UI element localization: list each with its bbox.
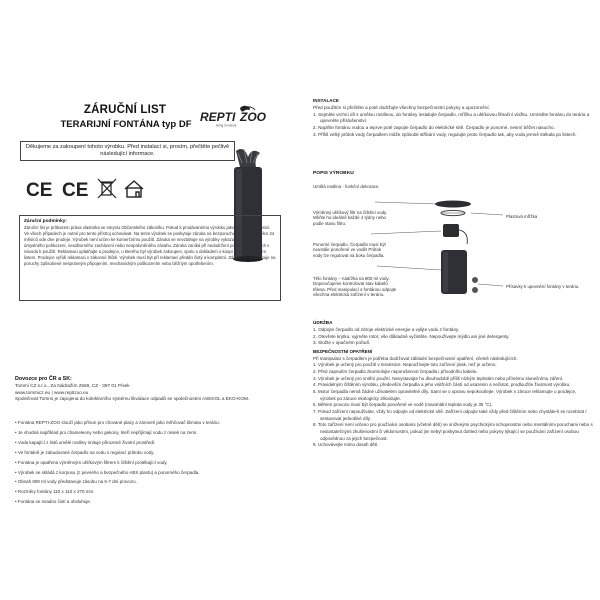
ce-mark-icon <box>26 180 52 200</box>
pump-icon <box>443 224 467 244</box>
list-item: 3. Složte v opačném pořadí. <box>313 340 371 346</box>
safety-heading: BEZPEČNOSTNÍ OPATŘENÍ <box>313 349 373 354</box>
label-filter: Výměnný uhlíkový filtr na čištění vody. Měňte ho ideálně každé 4 týdny nebo podle stavu filtru. <box>313 210 388 226</box>
logo-text-zoo: ZOO <box>240 110 266 124</box>
suction-cup-icon <box>472 277 478 293</box>
installation-steps <box>313 112 593 139</box>
label-pump: Ponorné čerpadlo. Čerpadlo musí být neustále ponořené ve vodě! Průtok vody lze regulovat na boku čerpadla. <box>313 242 386 258</box>
warranty-text: Záruční list je průkazem práva vlastníka ve smyslu Občanského zákoníku. Pokud k prodávanému výrobku jako jeho příslušenství. Ve všech případech je nutné pro tento přístroj uchovávat. Na tento výrobek se poskytuje záruka na bezporuchový provoz v délce 24 měsíců ode dne prodeje. Výrobek není určen ke komerčnímu použití. Záruka se nevztahuje na výrobky vykazující známky úmyslného poškození, neodborného zacházení nebo neoprávněného zásahu. Záruka zaniká při nedodržení pokynů uvedených v návodu k použití. Reklamaci uplatňujte u prodejce, u kterého byl výrobek zakoupen, spolu s dokladem o koupi a tímto záručním listem. Prodejce vyřídí reklamaci v zákonné lhůtě. Výrobek musí být při reklamaci předán čistý a kompletní. Záruka se nevztahuje na poruchy způsobené nesprávným připojením, mechanickým poškozením nebo běžným opotřebením. <box>24 225 276 266</box>
label-plant: Umělá rostlina - funkční dekorace. <box>313 184 380 189</box>
list-item: 9. Uchovávejte mimo dosah dětí. <box>313 442 379 448</box>
list-item: • Fontána REPTI-ZOO slouží jako přísun pro chované plazy a zároveň jako zvlhčovač klimatu v teráriu. <box>15 420 220 425</box>
description-heading: POPIS VÝROBKU <box>313 171 354 176</box>
certification-marks <box>24 178 164 200</box>
installation-heading: INSTALACE <box>313 98 339 103</box>
label-suction: Přísavky k upevnění fontány v teráriu. <box>506 284 580 289</box>
page-title: ZÁRUČNÍ LIST <box>83 104 167 116</box>
logo-text-repti: REPTI <box>200 110 236 124</box>
fountain-body-icon <box>441 250 467 294</box>
warranty-heading: Záruční podmínky: <box>24 219 67 224</box>
installation-section <box>313 98 593 139</box>
list-item: • Fontána se snadno čistí a obsluhuje. <box>15 499 92 505</box>
list-item: • Ve fontáně je zabudované čerpadlo na vodu s regulací průtoku vody. <box>15 449 155 455</box>
installation-intro: Před použitím si přečtěte a poté dodržujte všechny bezpečnostní pokyny a upozornění. <box>313 104 490 110</box>
distributor-address: Tommi CZ s.r.o., Za Nádražím 2569, CZ - 397 01 Písek <box>15 382 130 388</box>
list-item: 2. Otevřete krytku, vyjměte rotor, vše důkladně vyčistěte. Nepoužívejte mýdlo ani jiné detergenty. <box>313 333 510 339</box>
safety-section <box>313 349 593 449</box>
reptizoo-logo <box>196 104 276 130</box>
weee-bin-icon <box>98 179 116 198</box>
list-item: 1. Výrobek je určený pro použití v teraristice. Nepoužívejte toto zařízení jinak, než je určeno. <box>313 362 497 368</box>
list-item: 2. Naplňte fontánu vodou a teprve poté zapojte čerpadlo do elektrické sítě. Čerpadlo je ponorné, nesmí běžet nasucho. <box>313 125 555 131</box>
safety-intro: Při manipulaci s čerpadlem je potřeba dodržovat základní bezpečnostní opatření, včetně následujících. <box>313 355 518 361</box>
list-item: 1. Sejměte vrchní díl s umělou rostlinou, do fontány instalujte čerpadlo, mřížku a uhlíkovou filtrační vložku. Umístěte fontánu do terária a upevněte příslušenství. <box>313 111 590 124</box>
list-item: 3. Výrobek je určený pro vnitřní použití. Nevystavujte ho dlouhodobě příliš nízkým teplotám nebo přímému slunečnímu záření. <box>313 375 564 381</box>
warranty-box <box>19 215 281 301</box>
filter-disc-icon <box>435 201 471 208</box>
page-subtitle: TERARIJNÍ FONTÁNA typ DF <box>60 119 192 130</box>
list-item: 8. Toto zařízení není určeno pro používání osobami (včetně dětí) se sníženými psychickými schopnostmi nebo mentálními poruchami nebo s nedostatečnými zkušenostmi či vědomostmi, pokud jim nebyl poskytnut dohled nebo pokyny týkající se používání zařízení osobou odpovědnou za jejich bezpečnost. <box>313 422 593 441</box>
label-body: Tělo fontány – nádržka na 800 ml vody. Doporučujeme kontrolovat stav kabelů tělesa. Před manipulací s fontánou odpojte všechna elektrická zařízení v teráriu. <box>313 276 397 298</box>
distributor-block <box>15 376 285 403</box>
list-item: 4. Pravidelným čištěním výrobku, především čerpadla a jeho vnitřních částí od usazenin a nečistot, prodloužíte životnost výrobku. <box>313 382 571 388</box>
list-item: 6. Během provozu musí být čerpadlo ponořené ve vodě (maximální teplota vody je 35 °C). <box>313 402 493 408</box>
list-item: 1. Odpojte čerpadlo od zdroje elektrické energie a vylijte vodu z fontány. <box>313 326 460 332</box>
list-item: • Rozměry fontány 110 x 110 x 270 mm. <box>15 489 95 495</box>
maintenance-heading: ÚDRŽBA <box>313 320 333 325</box>
feature-list <box>15 418 285 507</box>
maintenance-section <box>313 320 593 347</box>
list-item: 3. Příliš velký průtok vody čerpadlem může způsobit stříkání vody, regulujte proto čerpadlo tak, aby voda jemně stékala po listech. <box>313 131 577 137</box>
label-grid: Plastová mřížka <box>506 214 538 219</box>
safety-list <box>313 362 593 449</box>
list-item: 2. Před zapnutím čerpadla zkontrolujte neporušenost čerpadla i přívodního kabelu. <box>313 368 478 374</box>
distributor-web: www.tommicz.eu | www.reptizoo.eu <box>15 389 89 395</box>
list-item: • Fontána je opatřena výměnným uhlíkovým filtrem k čištění protékající vody. <box>15 459 168 465</box>
house-icon <box>125 181 143 197</box>
list-item: • Obsah 800 ml vody představuje zásobu na 5-7 dní provozu. <box>15 479 137 485</box>
list-item: 7. Pokud zařízení nepoužíváte, vždy ho odpojte od elektrické sítě. Zařízení odpojte také vždy před čištěním nebo chystáte-li se rozebírat / sestavovat jednotlivé díly. <box>313 408 587 421</box>
distributor-heading: Dovozce pro ČR a SK: <box>15 376 72 382</box>
list-item: • Je vhodná například pro chameleony nebo gekony, kteří nepřijímají vodu z misek na zemi. <box>15 429 198 435</box>
svg-text:CE: CE <box>62 180 89 200</box>
logo-tagline: living in nature <box>216 123 237 128</box>
distributor-recycling: Společnost Tommi je zapojena do kolektivního systému likvidace odpadů se společnostmi ASEKOL a EKO-KOM. <box>15 396 250 402</box>
list-item: • Výrobek se skládá z korpusu (z pevného a bezpečného ABS plastu) a ponorného čerpadla. <box>15 469 200 475</box>
notice-box: Děkujeme za zakoupení tohoto výrobku. Před instalací si, prosím, přečtěte pečlivě následující informace. <box>20 141 235 161</box>
list-item: • Voda kapající z listů umělé rostliny imituje přirozené životní prostředí. <box>15 439 156 445</box>
list-item: 5. Motor čerpadla nemá žádné uživatelem opravitelné díly. Sami se o opravu nepokoušejte. Výrobek v záruce reklamujte u prodejce, výrobek po záruce ekologicky zlikvidujte. <box>313 388 577 401</box>
ce-mark-icon-2 <box>62 180 88 200</box>
svg-text:CE: CE <box>26 180 53 200</box>
